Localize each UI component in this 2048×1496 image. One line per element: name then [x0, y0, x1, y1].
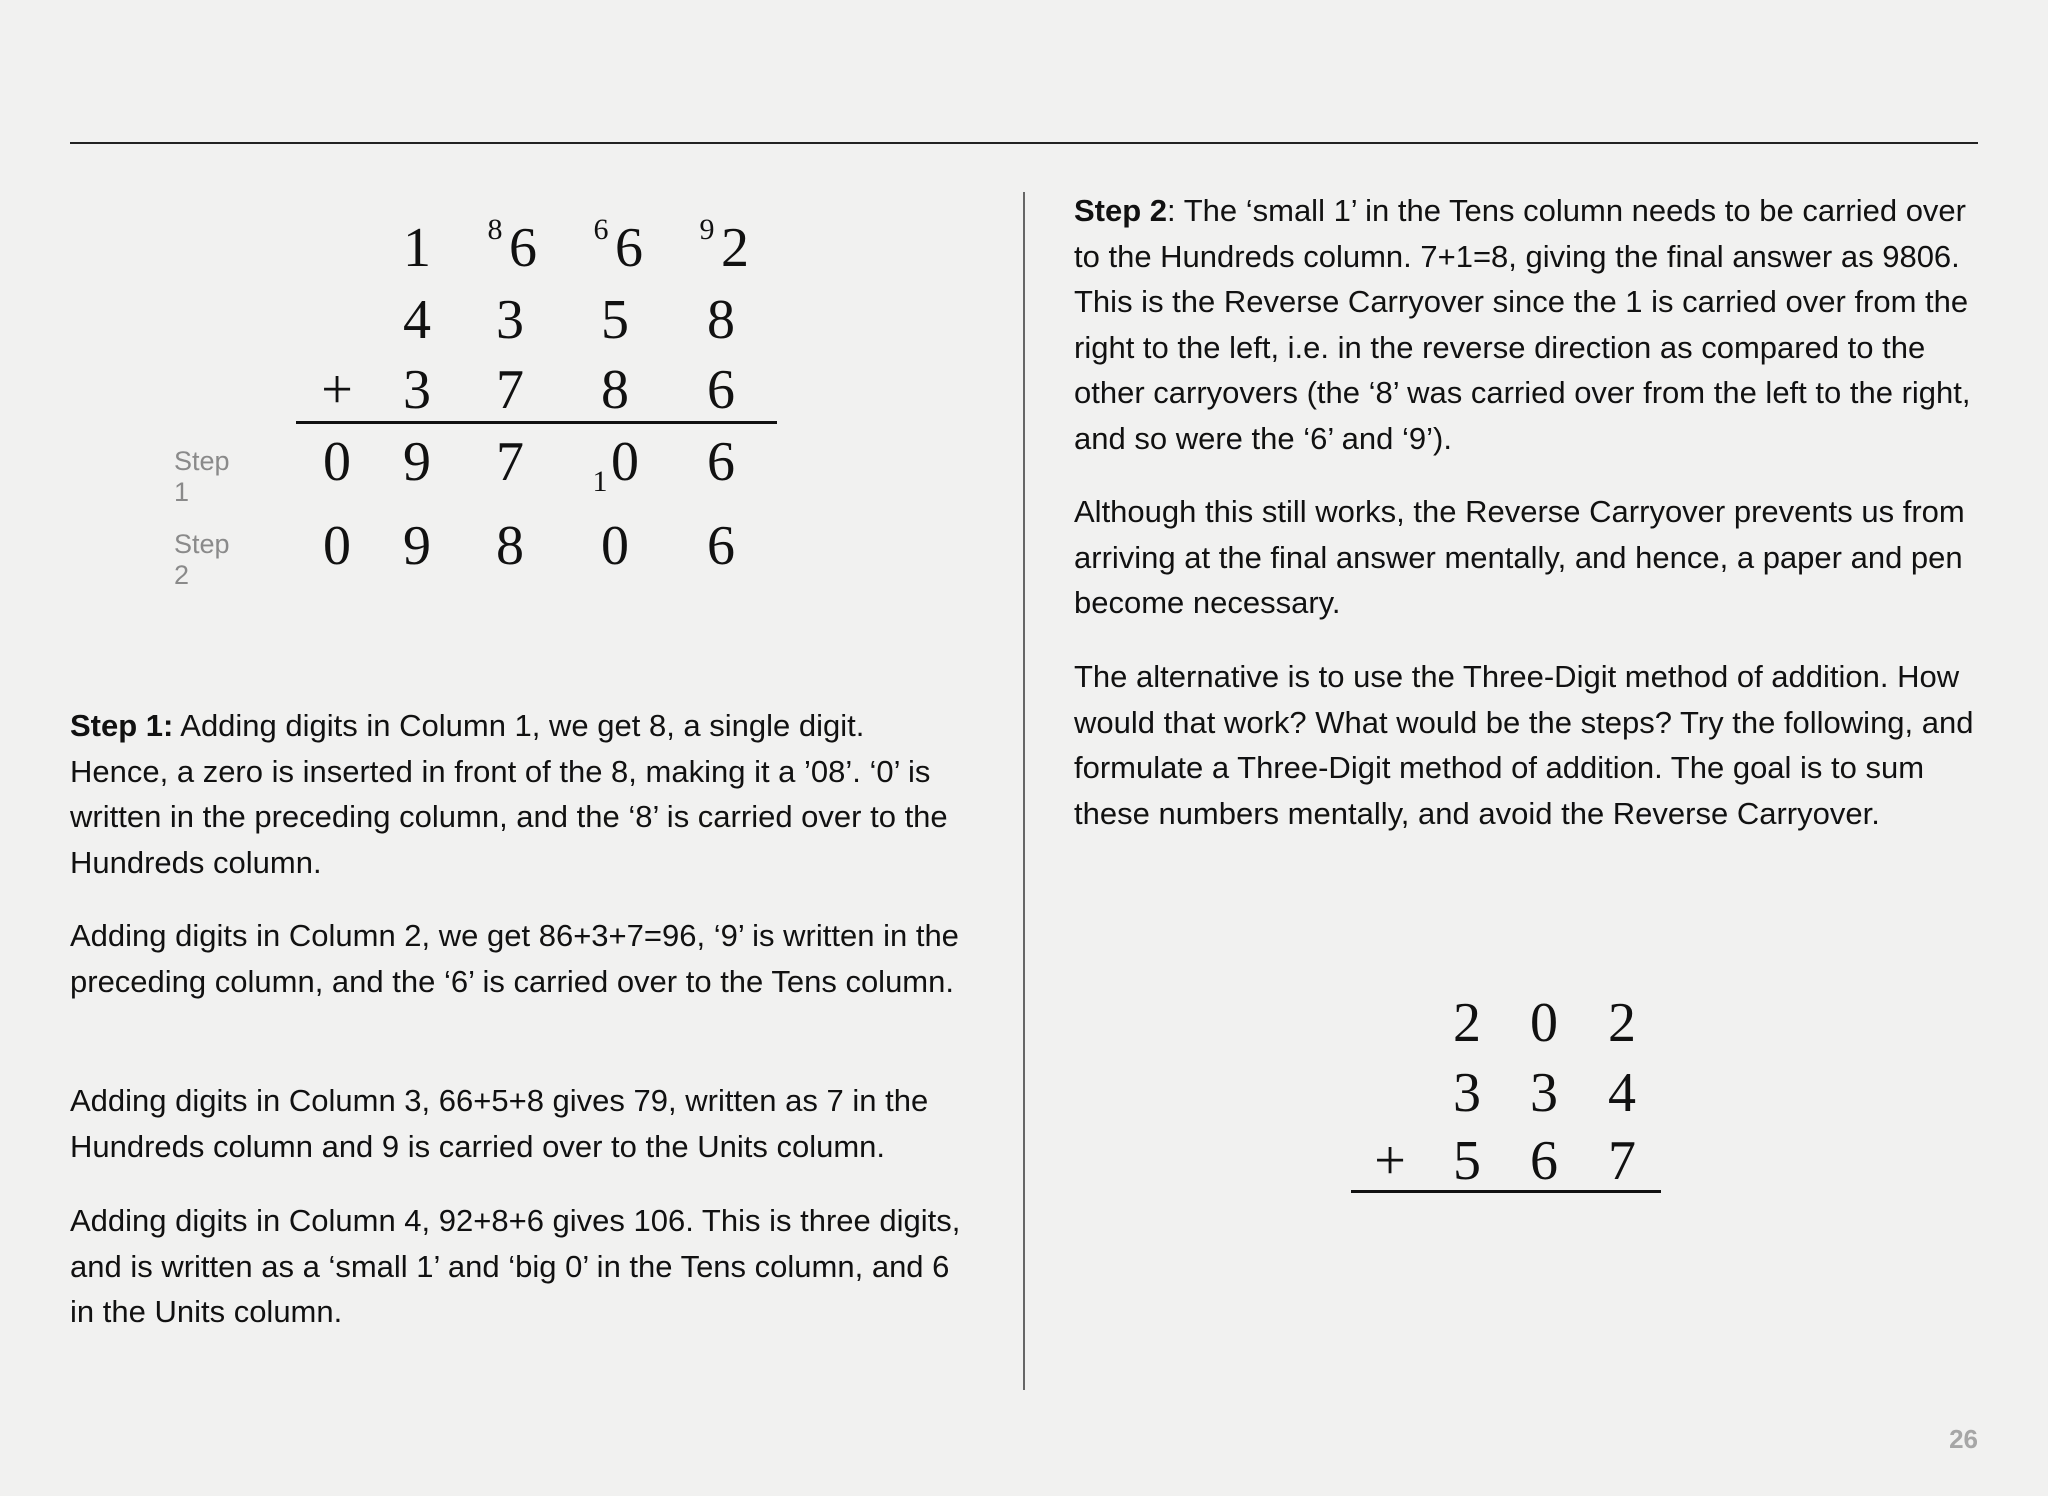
digit: 5 — [1453, 1130, 1481, 1192]
digit: 3 — [1453, 1062, 1481, 1124]
digit: 7 — [496, 359, 524, 421]
digit: 3 — [496, 289, 524, 351]
three-digit-method-paragraph: The alternative is to use the Three-Digit method of addition. How would that work? What would be the steps? Try the following, and formulate a Three-Digit method of addition. The goal is to sum these numbers mentally, and avoid the Reverse Carryover. — [1074, 659, 1974, 831]
step-1-label: Step 1 — [174, 446, 230, 507]
digit: 9 — [403, 515, 431, 577]
digit: 0 — [323, 515, 351, 577]
digit: 4 — [403, 289, 431, 351]
reverse-carryover-paragraph: Although this still works, the Reverse Carryover prevents us from arriving at the final answer mentally, and hence, a paper and pen become necessary. — [1074, 494, 1965, 620]
step-1-heading: Step 1: — [70, 708, 174, 743]
digit: 4 — [1608, 1062, 1636, 1124]
sum-rule — [296, 421, 777, 424]
column-3-paragraph: Adding digits in Column 3, 66+5+8 gives 79, written as 7 in the Hundreds column and 9 is carried over to the Units column. — [70, 1083, 929, 1164]
step-2-paragraph — [1074, 188, 1978, 461]
digit: 2 — [1453, 992, 1481, 1054]
digit: 6 — [509, 217, 537, 279]
digit: 6 — [615, 217, 643, 279]
digit: 7 — [496, 431, 524, 493]
digit: 8 — [707, 289, 735, 351]
top-rule — [70, 142, 1978, 144]
carry-digit: 6 — [593, 213, 609, 246]
digit: 6 — [1530, 1130, 1558, 1192]
digit: 7 — [1608, 1130, 1636, 1192]
step-1-paragraph — [70, 703, 970, 885]
column-2-paragraph: Adding digits in Column 2, we get 86+3+7=96, ‘9’ is written in the preceding column, and the ‘6’ is carried over to the Tens column. — [70, 918, 959, 999]
step-1-body: Adding digits in Column 1, we get 8, a single digit. Hence, a zero is inserted in front of the 8, making it a ’08’. ‘0’ is written in the preceding column, and the ‘8’ is carried over to the Hundreds column. — [70, 708, 948, 880]
column-4-paragraph: Adding digits in Column 4, 92+8+6 gives 106. This is three digits, and is written as a ‘small 1’ and ‘big 0’ in the Tens column, and 6 in the Units column. — [70, 1203, 961, 1329]
step-2-heading: Step 2 — [1074, 193, 1168, 228]
digit: 3 — [403, 359, 431, 421]
digit: 0 — [601, 515, 629, 577]
digit: 9 — [403, 431, 431, 493]
digit: 0 — [323, 431, 351, 493]
digit: 6 — [707, 359, 735, 421]
digit: 2 — [721, 217, 749, 279]
column-divider — [1023, 192, 1025, 1390]
small-one-digit: 1 — [592, 465, 608, 498]
digit: 1 — [403, 217, 431, 279]
page-number: 26 — [1949, 1424, 1978, 1454]
carry-digit: 9 — [699, 213, 715, 246]
digit: 5 — [601, 289, 629, 351]
plus-sign: + — [1374, 1130, 1406, 1192]
carry-digit: 8 — [487, 213, 503, 246]
exercise-sum-rule — [1351, 1190, 1661, 1193]
digit: 6 — [707, 431, 735, 493]
step-2-label: Step 2 — [174, 529, 230, 590]
digit: 6 — [707, 515, 735, 577]
plus-sign: + — [321, 359, 353, 421]
digit: 8 — [496, 515, 524, 577]
digit: 3 — [1530, 1062, 1558, 1124]
digit: 2 — [1608, 992, 1636, 1054]
digit: 0 — [1530, 992, 1558, 1054]
step-2-body: : The ‘small 1’ in the Tens column needs to be carried over to the Hundreds column. 7+1=8, giving the final answer as 9806. This is the Reverse Carryover since the 1 is carried over from the right to the left, i.e. in the reverse direction as compared to the other carryovers (the ‘8’ was carried over from the left to the right, and so were the ‘6’ and ‘9’). — [1074, 193, 1971, 456]
digit: 8 — [601, 359, 629, 421]
digit: 0 — [611, 431, 639, 493]
